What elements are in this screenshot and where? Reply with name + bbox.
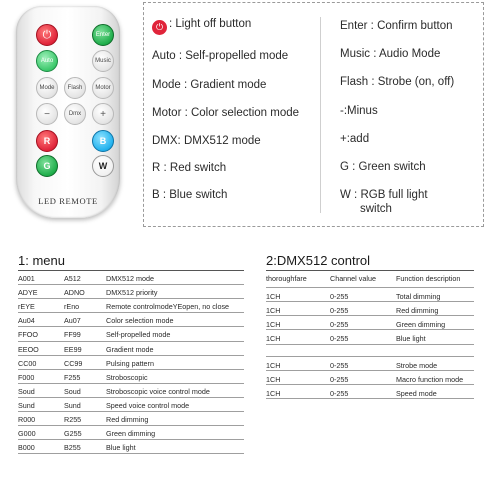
- dmx-header-cell: Channel value: [330, 274, 376, 283]
- menu-cell: CC99: [64, 358, 83, 368]
- table-rule: [18, 341, 244, 342]
- menu-cell: Sund: [18, 400, 35, 410]
- dmx-cell: Macro function mode: [396, 374, 464, 384]
- menu-cell: Remote controlmodeYEopen, no close: [106, 302, 230, 312]
- menu-cell: Au04: [18, 316, 35, 326]
- menu-cell: Green dimming: [106, 429, 156, 439]
- table-rule: [18, 425, 244, 426]
- enter-button[interactable]: Enter: [92, 24, 114, 46]
- menu-cell: B000: [18, 443, 35, 453]
- legend-enter: Enter : Confirm button: [340, 20, 453, 32]
- menu-cell: FF99: [64, 330, 81, 340]
- legend-divider: [320, 17, 321, 213]
- dmx-cell: Green dimming: [396, 320, 446, 330]
- menu-cell: Stroboscopic: [106, 372, 148, 382]
- table-rule: [18, 270, 244, 271]
- table-rule: [266, 270, 474, 271]
- menu-cell: A512: [64, 274, 81, 283]
- dmx-cell: 0-255: [330, 292, 349, 302]
- menu-cell: EEOO: [18, 344, 39, 354]
- table-rule: [266, 384, 474, 385]
- remote-keypad: [36, 24, 126, 178]
- menu-cell: F255: [64, 372, 81, 382]
- mode-button[interactable]: Mode: [36, 77, 58, 99]
- green-button[interactable]: G: [36, 155, 58, 177]
- legend-power-text: : Light off button: [169, 18, 252, 30]
- menu-cell: B255: [64, 443, 81, 453]
- music-button[interactable]: Music: [92, 50, 114, 72]
- dmx-cell: Strobe mode: [396, 360, 438, 370]
- remote-brand-label: LED REMOTE: [38, 196, 98, 206]
- menu-cell: FFOO: [18, 330, 38, 340]
- plus-button[interactable]: +: [92, 103, 114, 125]
- legend-power: [152, 18, 251, 35]
- legend-blue: B : Blue switch: [152, 189, 228, 201]
- menu-cell: F000: [18, 372, 35, 382]
- motor-button[interactable]: Motor: [92, 77, 114, 99]
- dmx-cell: 1CH: [266, 388, 281, 398]
- flash-button[interactable]: Flash: [64, 77, 86, 99]
- table-rule: [18, 312, 244, 313]
- dmx-cell: 1CH: [266, 374, 281, 384]
- red-button[interactable]: R: [36, 130, 58, 152]
- menu-title: 1: menu: [18, 253, 65, 268]
- table-rule: [18, 284, 244, 285]
- table-rule: [18, 326, 244, 327]
- menu-cell: CC00: [18, 358, 37, 368]
- table-rule: [18, 298, 244, 299]
- menu-cell: ADYE: [18, 288, 38, 298]
- white-button[interactable]: W: [92, 155, 114, 177]
- menu-cell: Color selection mode: [106, 316, 174, 326]
- power-button[interactable]: ⏻: [36, 24, 58, 46]
- dmx-cell: 1CH: [266, 320, 281, 330]
- table-rule: [18, 453, 244, 454]
- menu-cell: Pulsing pattern: [106, 358, 154, 368]
- dmx-header-cell: Function description: [396, 274, 461, 283]
- table-rule: [266, 315, 474, 316]
- menu-cell: Sund: [64, 400, 81, 410]
- legend-red: R : Red switch: [152, 162, 227, 174]
- dmx-cell: 1CH: [266, 306, 281, 316]
- legend-mode: Mode : Gradient mode: [152, 79, 267, 91]
- table-rule: [266, 370, 474, 371]
- menu-cell: Soud: [18, 386, 35, 396]
- legend-plus: +:add: [340, 133, 370, 145]
- legend-music: Music : Audio Mode: [340, 48, 441, 60]
- legend-motor: Motor : Color selection mode: [152, 107, 300, 119]
- table-rule: [18, 439, 244, 440]
- dmx-header-cell: thoroughfare: [266, 274, 307, 283]
- menu-cell: Stroboscopic voice control mode: [106, 386, 210, 396]
- menu-cell: G255: [64, 429, 82, 439]
- dmx-cell: 1CH: [266, 292, 281, 302]
- table-rule: [18, 411, 244, 412]
- menu-cell: ADNO: [64, 288, 85, 298]
- legend-white-cont: switch: [360, 203, 392, 215]
- table-rule: [266, 301, 474, 302]
- dmx-cell: 0-255: [330, 306, 349, 316]
- dmx-table: [266, 270, 474, 420]
- menu-table: [18, 270, 244, 466]
- dmx-cell: 0-255: [330, 360, 349, 370]
- dmx-cell: Total dimming: [396, 292, 441, 302]
- table-rule: [266, 398, 474, 399]
- menu-cell: R255: [64, 415, 82, 424]
- minus-button[interactable]: −: [36, 103, 58, 125]
- legend-flash: Flash : Strobe (on, off): [340, 76, 455, 88]
- table-rule: [266, 356, 474, 357]
- dmx-button[interactable]: Dmx: [64, 103, 86, 125]
- legend-dmx: DMX: DMX512 mode: [152, 135, 261, 147]
- table-rule: [266, 329, 474, 330]
- auto-button[interactable]: Auto: [36, 50, 58, 72]
- menu-cell: Speed voice control mode: [106, 400, 190, 410]
- menu-cell: rEno: [64, 302, 80, 312]
- dmx-cell: Blue light: [396, 334, 426, 344]
- table-rule: [18, 355, 244, 356]
- power-icon: ⏻: [152, 20, 167, 35]
- menu-cell: rEYE: [18, 302, 35, 312]
- dmx-cell: 0-255: [330, 320, 349, 330]
- menu-cell: Soud: [64, 386, 81, 396]
- dmx-cell: 0-255: [330, 388, 349, 398]
- menu-cell: Blue light: [106, 443, 136, 453]
- menu-cell: Self-propelled mode: [106, 330, 171, 340]
- dmx-cell: Speed mode: [396, 388, 437, 398]
- menu-cell: Au07: [64, 316, 81, 326]
- dmx-title: 2:DMX512 control: [266, 253, 371, 268]
- dmx-cell: 0-255: [330, 334, 349, 344]
- led-remote: [16, 6, 120, 218]
- menu-cell: A001: [18, 274, 35, 283]
- dmx-cell: Red dimming: [396, 306, 439, 316]
- button-legend: [143, 2, 484, 227]
- legend-auto: Auto : Self-propelled mode: [152, 50, 289, 62]
- menu-cell: DMX512 mode: [106, 274, 154, 283]
- legend-green: G : Green switch: [340, 161, 426, 173]
- dmx-cell: 1CH: [266, 334, 281, 344]
- menu-cell: DMX512 priority: [106, 288, 158, 298]
- menu-cell: Gradient mode: [106, 344, 154, 354]
- table-rule: [266, 344, 474, 345]
- legend-white: W : RGB full light: [340, 189, 428, 201]
- table-rule: [18, 397, 244, 398]
- menu-cell: R000: [18, 415, 36, 424]
- table-rule: [18, 383, 244, 384]
- table-rule: [266, 287, 474, 288]
- menu-cell: Red dimming: [106, 415, 149, 424]
- dmx-cell: 1CH: [266, 360, 281, 370]
- dmx-cell: 0-255: [330, 374, 349, 384]
- menu-cell: G000: [18, 429, 36, 439]
- menu-cell: EE99: [64, 344, 82, 354]
- legend-minus: -:Minus: [340, 105, 378, 117]
- blue-button[interactable]: B: [92, 130, 114, 152]
- table-rule: [18, 369, 244, 370]
